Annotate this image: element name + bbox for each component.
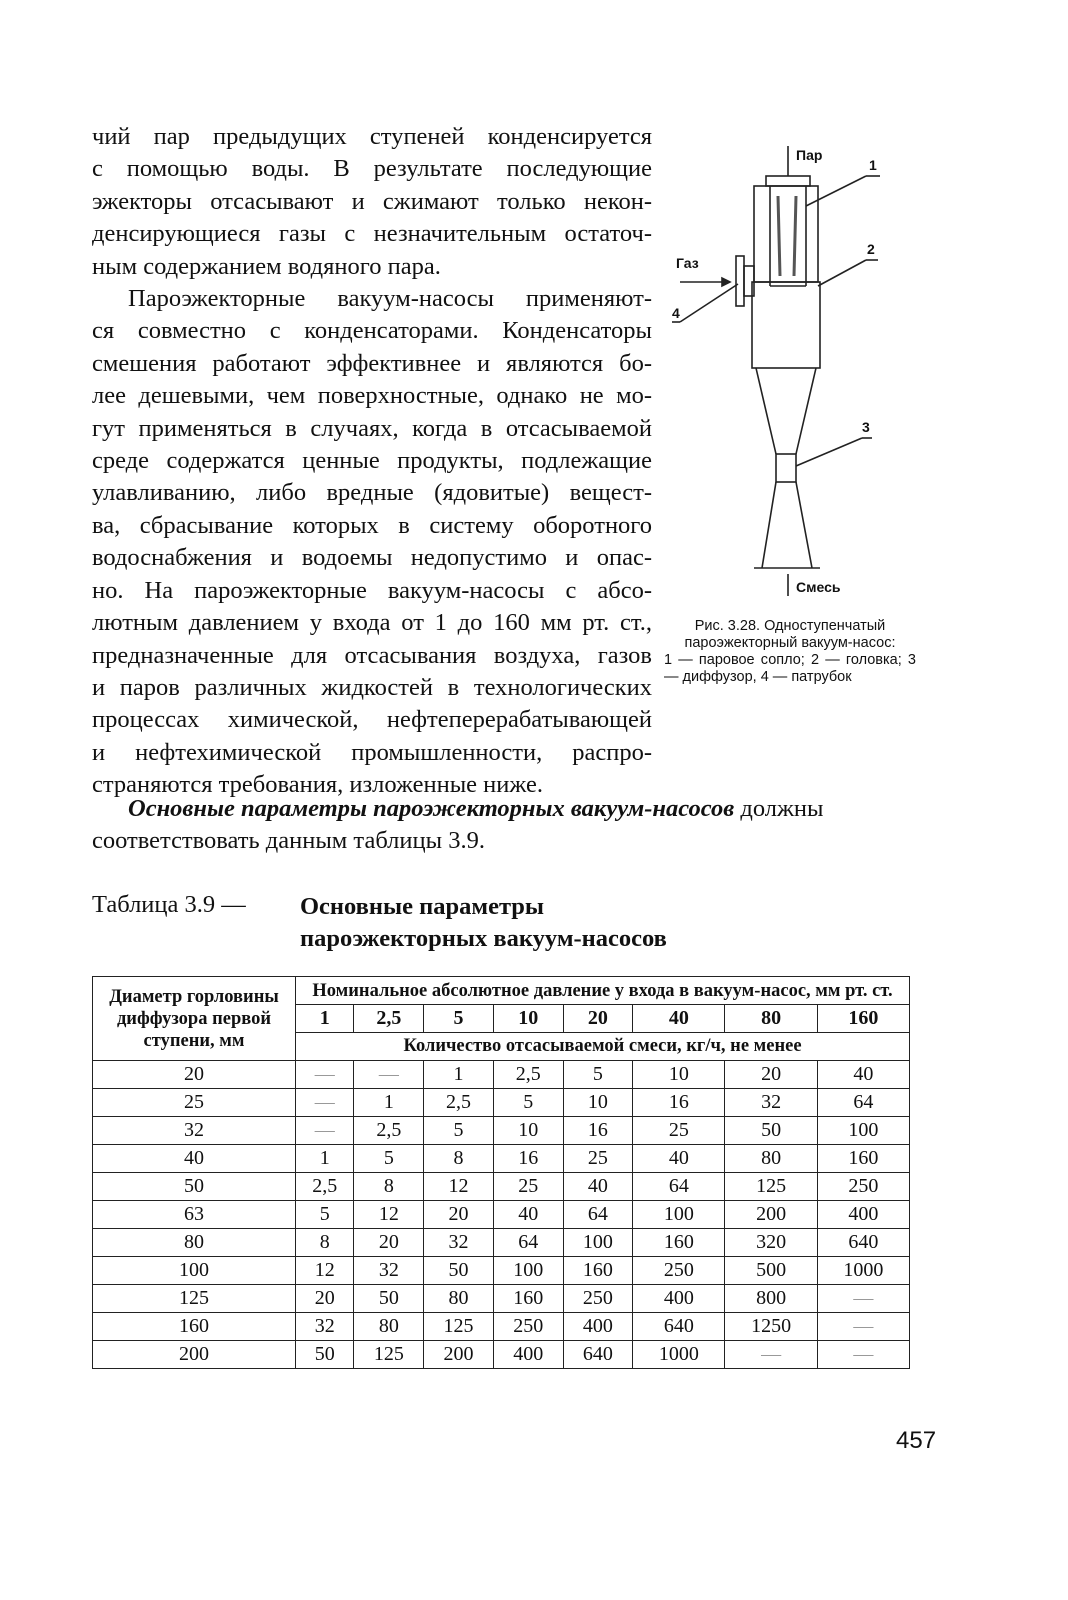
table-cell: 125 [354, 1341, 424, 1369]
table-cell: — [296, 1117, 354, 1145]
table-cell: 40 [563, 1173, 633, 1201]
table-cell: 1250 [725, 1313, 817, 1341]
table-cell: 20 [296, 1285, 354, 1313]
text-line: но. На пароэжекторные вакуум-насосы с абсо- [92, 576, 652, 604]
table-cell: 640 [563, 1341, 633, 1369]
table-cell: 32 [354, 1257, 424, 1285]
table-cell: 80 [725, 1145, 817, 1173]
table-cell: 1 [354, 1089, 424, 1117]
table-cell: 160 [817, 1145, 909, 1173]
diameter-cell: 50 [93, 1173, 296, 1201]
text-line: и нефтехимической промышленности, распро- [92, 738, 652, 766]
caption-title: Рис. 3.28. Одноступенчатый пароэжекторный вакуум-насос: [684, 618, 896, 651]
table-cell: 400 [633, 1285, 725, 1313]
table-cell: 200 [725, 1201, 817, 1229]
table-title-line: Основные параметры [300, 893, 545, 920]
table-cell: 640 [633, 1313, 725, 1341]
table-cell: 125 [424, 1313, 494, 1341]
text-line: страняются требования, изложенные ниже. [92, 771, 543, 799]
table-cell: 50 [424, 1257, 494, 1285]
diameter-cell: 63 [93, 1201, 296, 1229]
label-num-4: 4 [672, 305, 680, 321]
table-cell: — [725, 1341, 817, 1369]
table-cell: 5 [563, 1061, 633, 1089]
table-caption-label: Таблица 3.9 — [92, 891, 246, 918]
table-cell: 160 [493, 1285, 563, 1313]
label-gas: Газ [676, 255, 699, 271]
table-cell: 12 [296, 1257, 354, 1285]
table-cell: 400 [493, 1341, 563, 1369]
pressure-header-cell: 1 [296, 1005, 354, 1033]
table-cell: 250 [563, 1285, 633, 1313]
table-cell: 100 [817, 1117, 909, 1145]
diameter-cell: 80 [93, 1229, 296, 1257]
table-cell: 8 [424, 1145, 494, 1173]
table-cell: 20 [354, 1229, 424, 1257]
table-cell: 500 [725, 1257, 817, 1285]
diameter-cell: 25 [93, 1089, 296, 1117]
table-row [93, 1173, 910, 1201]
table-cell: 5 [493, 1089, 563, 1117]
pressure-header-cell: 80 [725, 1005, 817, 1033]
table-cell: 64 [817, 1089, 909, 1117]
caption-legend: 1 — паровое сопло; 2 — головка; 3 — диффузор, 4 — патрубок [664, 652, 916, 685]
table-cell: 25 [493, 1173, 563, 1201]
table-cell: — [296, 1089, 354, 1117]
table-cell: 8 [354, 1173, 424, 1201]
diameter-cell: 200 [93, 1341, 296, 1369]
table-cell: 40 [633, 1145, 725, 1173]
table-cell: 160 [563, 1257, 633, 1285]
table-cell: 50 [296, 1341, 354, 1369]
text-line: водоснабжения и водоемы недопустимо и опас- [92, 544, 652, 572]
table-cell: 250 [817, 1173, 909, 1201]
text-line: лютным давлением у входа от 1 до 160 мм рт. ст., [92, 609, 652, 637]
diameter-cell: 125 [93, 1285, 296, 1313]
table-cell: 40 [493, 1201, 563, 1229]
table-row [93, 1341, 910, 1369]
table-cell: 640 [817, 1229, 909, 1257]
table-cell: 400 [563, 1313, 633, 1341]
table-cell: 2,5 [296, 1173, 354, 1201]
table-cell: 10 [633, 1061, 725, 1089]
diameter-cell: 20 [93, 1061, 296, 1089]
table-cell: 2,5 [424, 1089, 494, 1117]
table-cell: 125 [725, 1173, 817, 1201]
table-cell: 32 [296, 1313, 354, 1341]
text-line: ся совместно с конденсаторами. Конденсаторы [92, 317, 652, 345]
table-cell: 12 [354, 1201, 424, 1229]
table-cell: 800 [725, 1285, 817, 1313]
table-cell: 1000 [633, 1341, 725, 1369]
label-steam: Пар [796, 147, 823, 163]
table-cell: 100 [563, 1229, 633, 1257]
table-cell: 8 [296, 1229, 354, 1257]
params-paragraph [92, 793, 912, 858]
text-line: денсирующиеся газы с незначительным остаточ- [92, 220, 652, 248]
table-cell: 20 [725, 1061, 817, 1089]
text-line: ным содержанием водяного пара. [92, 252, 441, 280]
text-line: Пароэжекторные вакуум-насосы применяют- [128, 285, 652, 313]
table-cell: — [817, 1313, 909, 1341]
text-line: гут применяться в случаях, когда в отсасываемой [92, 414, 652, 442]
table-row [93, 1145, 910, 1173]
table-cell: — [354, 1061, 424, 1089]
figure-caption [664, 618, 916, 686]
table-row [93, 1313, 910, 1341]
pressure-header-cell: 10 [493, 1005, 563, 1033]
header-pressure: Номинальное абсолютное давление у входа в вакуум-насос, мм рт. ст. [296, 977, 910, 1005]
body-text [92, 121, 652, 802]
text-line: среде содержатся ценные продукты, подлежащие [92, 447, 652, 475]
table-cell: 200 [424, 1341, 494, 1369]
table-row [93, 1257, 910, 1285]
table-caption-title [300, 891, 667, 955]
table-body [93, 1061, 910, 1369]
table-cell: — [817, 1285, 909, 1313]
pressure-header-cell: 20 [563, 1005, 633, 1033]
page-number: 457 [896, 1427, 937, 1454]
table-cell: 50 [354, 1285, 424, 1313]
table-cell: 160 [633, 1229, 725, 1257]
table-cell: 5 [296, 1201, 354, 1229]
table-cell: 250 [493, 1313, 563, 1341]
table-cell: 16 [493, 1145, 563, 1173]
table-row [93, 1201, 910, 1229]
label-num-1: 1 [869, 157, 877, 173]
table-cell: 2,5 [493, 1061, 563, 1089]
table-row [93, 1089, 910, 1117]
header-quantity: Количество отсасываемой смеси, кг/ч, не менее [296, 1033, 910, 1061]
text-line: эжекторы отсасывают и сжимают только некон- [92, 187, 652, 215]
label-num-3: 3 [862, 419, 870, 435]
table-cell: 80 [424, 1285, 494, 1313]
table-cell: 16 [563, 1117, 633, 1145]
table-cell: 64 [493, 1229, 563, 1257]
label-num-2: 2 [867, 241, 875, 257]
header-throat-diameter: Диаметр горловины диффузора первой ступени, мм [93, 977, 296, 1061]
table-cell: 1 [424, 1061, 494, 1089]
table-cell: 10 [493, 1117, 563, 1145]
pressure-header-cell: 40 [633, 1005, 725, 1033]
table-row [93, 1117, 910, 1145]
table-cell: 25 [633, 1117, 725, 1145]
table-cell: 32 [424, 1229, 494, 1257]
table-cell: 64 [563, 1201, 633, 1229]
text-line: улавливанию, либо вредные (ядовитые) вещест- [92, 479, 652, 507]
table-cell: 12 [424, 1173, 494, 1201]
text-line: процессах химической, нефтеперерабатывающей [92, 706, 652, 734]
pressure-header-cell: 2,5 [354, 1005, 424, 1033]
diameter-cell: 32 [93, 1117, 296, 1145]
table-cell: 250 [633, 1257, 725, 1285]
text-line: чий пар предыдущих ступеней конденсируется [92, 123, 652, 150]
params-line-2: соответствовать данным таблицы 3.9. [92, 827, 485, 855]
table-cell: 100 [633, 1201, 725, 1229]
pressure-header-cell: 5 [424, 1005, 494, 1033]
table-cell: 16 [633, 1089, 725, 1117]
params-bold: Основные параметры пароэжекторных вакуум-насосов [128, 795, 735, 822]
table-row [93, 1229, 910, 1257]
diameter-cell: 40 [93, 1145, 296, 1173]
diameter-cell: 160 [93, 1313, 296, 1341]
table-cell: 80 [354, 1313, 424, 1341]
table-cell: 32 [725, 1089, 817, 1117]
table-cell: — [817, 1341, 909, 1369]
table-cell: 10 [563, 1089, 633, 1117]
table-row [93, 1061, 910, 1089]
table-cell: — [296, 1061, 354, 1089]
table-cell: 25 [563, 1145, 633, 1173]
text-line: лее дешевыми, чем поверхностные, однако не мо- [92, 382, 652, 410]
table-cell: 1 [296, 1145, 354, 1173]
table-cell: 64 [633, 1173, 725, 1201]
table-cell: 1000 [817, 1257, 909, 1285]
table-cell: 2,5 [354, 1117, 424, 1145]
diameter-cell: 100 [93, 1257, 296, 1285]
pressure-header-cell: 160 [817, 1005, 909, 1033]
text-line: смешения работают эффективнее и являются бо- [92, 349, 652, 377]
table-row [93, 1285, 910, 1313]
table-cell: 320 [725, 1229, 817, 1257]
text-line: с помощью воды. В результате последующие [92, 155, 652, 183]
paragraph-1 [92, 121, 652, 283]
table-cell: 40 [817, 1061, 909, 1089]
parameters-table [92, 976, 910, 1369]
text-line: и паров различных жидкостей в технологических [92, 673, 652, 701]
table-cell: 100 [493, 1257, 563, 1285]
table-cell: 5 [354, 1145, 424, 1173]
text-line: предназначенные для отсасывания воздуха, газов [92, 641, 652, 669]
ejector-pump-figure [666, 136, 916, 616]
label-mix: Смесь [796, 579, 841, 595]
table-cell: 50 [725, 1117, 817, 1145]
table-cell: 400 [817, 1201, 909, 1229]
paragraph-2 [92, 283, 652, 802]
text-line: ва, сбрасывание которых в систему оборотного [92, 511, 652, 539]
table-cell: 5 [424, 1117, 494, 1145]
params-rest: должны [734, 795, 824, 822]
table-cell: 20 [424, 1201, 494, 1229]
table-title-line: пароэжекторных вакуум-насосов [300, 925, 667, 952]
